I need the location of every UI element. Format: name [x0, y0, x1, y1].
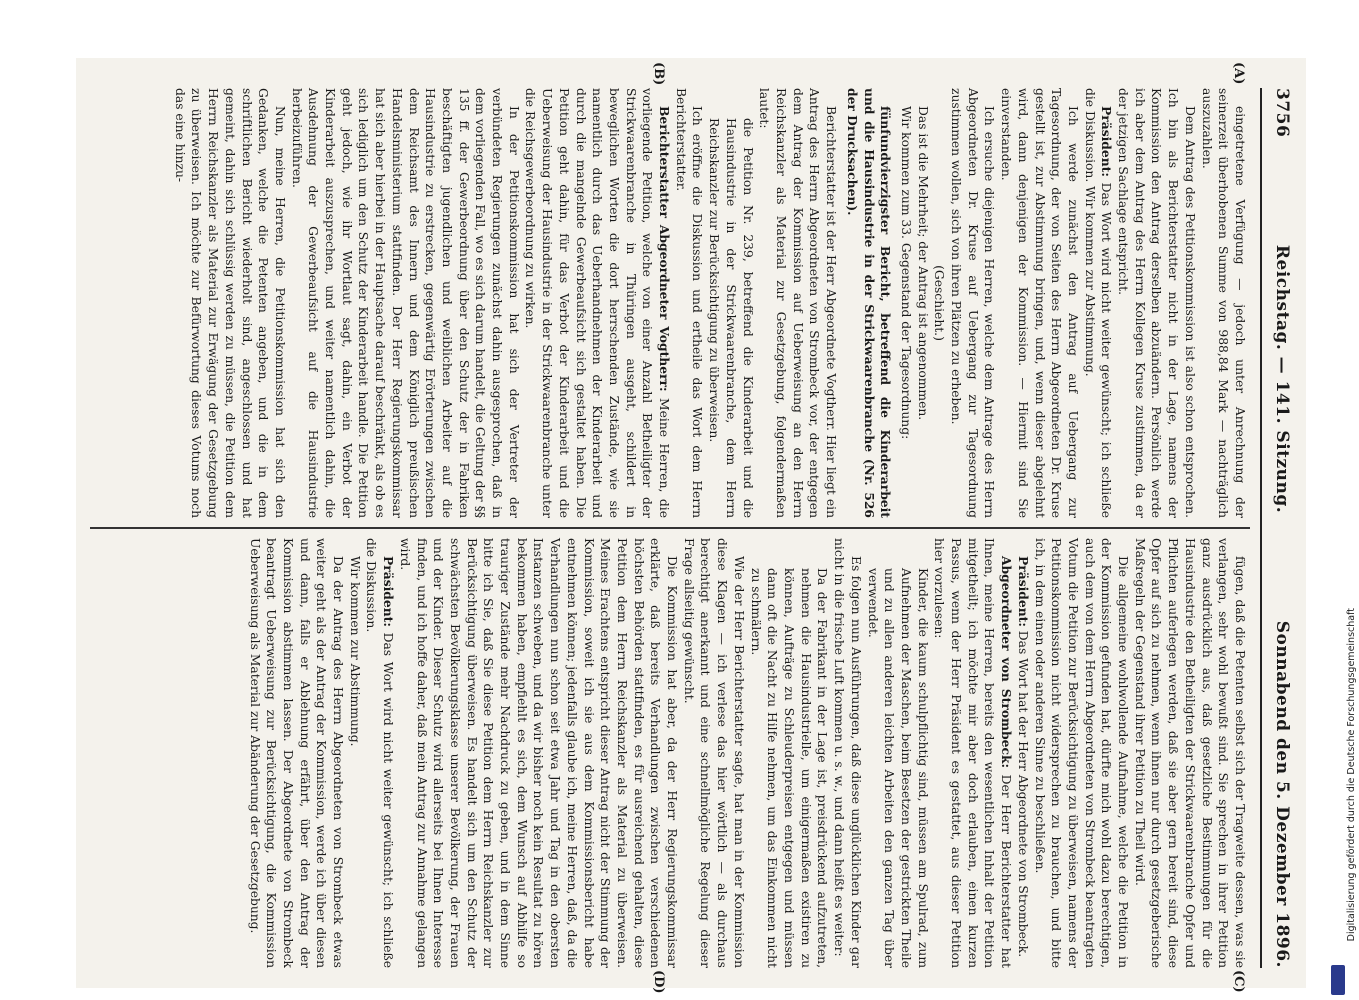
header-title: Reichstag. — 141. Sitzung. — [1272, 244, 1292, 514]
paragraph-text: Es folgen nun Ausführungen, daß diese unglücklichen Kinder gar nicht in die frische Luft kommen u. s. w., und dann heißt es weiter: — [832, 538, 863, 968]
paragraph — [246, 538, 346, 968]
speaker-name: Präsident: — [1099, 106, 1115, 177]
paragraph — [672, 88, 705, 518]
paragraph — [1114, 88, 1198, 518]
paragraph-text: Kinder, die kaum schulpflichtig sind, müssen am Spulrad, zum Aufnehmen der Maschen, beim Besetzen der gestrickten Theile und zu allen anderen leichten Arbeiten den ganzen Tag über verwendet. — [865, 568, 930, 968]
paragraph — [1031, 538, 1131, 968]
header-date: Sonnabend den 5. Dezember 1896. — [1272, 620, 1292, 968]
paragraph — [931, 538, 1015, 968]
speaker-name: Präsident: — [1015, 556, 1031, 627]
paragraph — [522, 88, 672, 518]
speaker-name: Präsident: — [381, 556, 397, 627]
paragraph — [914, 88, 931, 518]
paragraph-text: Ich werde zunächst den Antrag auf Uebergang zur Tagesordnung, der von Seiten des Herrn Abgeordneten Dr. Kruse gestellt ist, zur Abstimmung bringen, und, wenn dieser abgelehnt wird, dann denjenigen der Kommission. — Hiermit sind Sie einverstanden. — [999, 88, 1080, 518]
right-column — [88, 538, 1248, 968]
paragraph-text: Das Wort hat der Herr Abgeordnete von Strombeck. — [1015, 630, 1030, 958]
paragraph-text: Wie der Herr Berichterstatter sagte, hat man in der Kommission diese Klagen — ich verlese das hier wörtlich — als durchaus berechtigt anerkannt und eine schnellmögliche Regelung dieser Frage allseitig gewünscht. — [681, 538, 746, 968]
paragraph — [396, 538, 680, 968]
paragraph-text: Wir kommen zum 33. Gegenstand der Tagesordnung: — [898, 106, 913, 440]
page-number: 3756 — [1272, 88, 1292, 138]
paragraph — [1014, 538, 1031, 968]
paragraph-text: Ich ersuche diejenigen Herren, welche dem Antrage des Herrn Abgeordneten Dr. Kruse auf Uebergang zur Tagesordnung zustimmen wollen, sich von ihren Plätzen zu erheben. — [949, 88, 997, 518]
paragraph — [931, 88, 948, 518]
page-header — [1264, 88, 1300, 968]
paragraph — [756, 88, 840, 518]
paragraph-text: Die Kommission hat aber, da der Herr Regierungskommissar erklärte, daß bereits Verhandlungen zwischen verschiedenen höchsten Behörden stattfinden, es für ausreichend gehalten, diese Petition dem Herrn Reichskanzler als Material zu überweisen. Meines Erachtens entspricht dieser Antrag nicht der Stimmung der Kommission, soweit ich sie aus dem Kommissionsbericht habe entnehmen können; jedenfalls glaube ich, meine Herren, daß, da die Verhandlungen nun schon seit etwa Jahr und Tag in den obersten Instanzen schweben, und da wir bisher noch kein Resultat zu hören bekommen haben, empfiehlt es sich, dem Wunsch auf Abhilfe so trauriger Zustände mehr Nachdruck zu geben, und in dem Sinne bitte ich Sie, daß Sie diese Petition dem Herrn Reichskanzler zur Berücksichtigung überweisen. Es handelt sich um den Schutz der schwächsten Bevölkerungsklasse unserer Bevölkerung, der Frauen und der Kinder. Dieser Schutz wird allerseits bei Ihnen Interesse finden, und ich hoffe daher, daß mein Antrag zur Annahme gelangen wird. — [397, 538, 680, 968]
paragraph — [1198, 88, 1248, 518]
paragraph — [864, 568, 931, 968]
paragraph-text: Nun, meine Herren, die Petitionskommission hat sich den Gedanken, welche die Petenten angeben, und die in dem schriftlichen Bericht wiederholt sind, angeschlossen und hat gemeint, dahin sich schlüssig werden zu müssen, die Petition dem Herrn Reichskanzler als Material zur Erwägung der Gesetzgebung zu überweisen. Ich möchte zur Befürwortung dieses Votums noch das eine hinzu- — [172, 88, 287, 518]
left-column — [88, 88, 1248, 518]
margin-mark-b: (B) — [651, 62, 666, 86]
paragraph-text: Meine Herren, die vorliegende Petition, welche von einer Anzahl Betheiligter der Strickwaarenbranche in Thüringen ausgeht, schildert in beweglichen Worten die dort herrschenden Zustände, wie sie namentlich durch das Ueberhandnehmen der Kinderarbeit und durch die mangelnde Gewerbeaufsicht sich gestaltet haben. Die Petition geht dahin, für das Verbot der Kinderarbeit und die Ueberweisung der Hausindustrie in der Strickwaarenbranche unter die Reichsgewerbeordnung zu wirken. — [523, 88, 672, 518]
paragraph — [363, 538, 396, 968]
paragraph — [947, 88, 997, 518]
paragraph — [346, 538, 363, 968]
paragraph — [288, 88, 522, 518]
paragraph — [680, 538, 747, 968]
paragraph — [897, 88, 914, 518]
paragraph-text: eingetretene Verfügung — jedoch unter Anrechnung der seinerzeit überhobenen Summe von 988,84 Mark — nachträglich auszuzahlen. — [1199, 88, 1247, 518]
dfg-logo — [1331, 965, 1345, 995]
paragraph — [706, 118, 756, 518]
paragraph — [1081, 88, 1114, 518]
speaker-name: Abgeordneter von Strombeck: — [999, 556, 1015, 769]
paragraph-text: fügen, daß die Petenten selbst sich der Tragweite dessen, was sie verlangen, sehr wohl bewußt sind. Sie sprechen in ihrer Petition ganz ausdrücklich aus, daß gesetzliche Bestimmungen für die Hausindustrie den Betheiligten der Strickwaarenbranche Opfer und Pflichten auferlegen werden, daß sie aber gern bereit sind, diese Opfer auf sich zu nehmen, wenn ihnen nur durch gesetzgeberische Maßregeln der Gegenstand ihrer Petition zu Theil wird. — [1132, 538, 1247, 968]
paragraph-text: Wir kommen zur Abstimmung. — [347, 556, 362, 747]
digitization-note-text: Digitalisierung gefördert durch die Deutsche Forschungsgemeinschaft — [1346, 608, 1357, 942]
paragraph-text: Da der Antrag des Herrn Abgeordneten von Strombeck etwas weiter geht als der Antrag der Kommission, werde ich über diesen und dann, falls er Ablehnung erfährt, über den Antrag der Kommission abstimmen lassen. Der Abgeordnete von Strombeck beantragt Ueberweisung zur Berücksichtigung, die Kommission Ueberweisung als Material zur Abänderung der Gesetzgebung. — [247, 538, 346, 968]
paragraph — [830, 538, 863, 968]
paragraph-text: Berichterstatter ist der Herr Abgeordnete Vogtherr. Hier liegt ein Antrag des Herrn Abgeordneten von Strombeck vor, der entgegen dem Antrag der Kommission auf Ueberweisung an den Herrn Reichskanzler als Material zur Gesetzgebung, folgendermaßen lautet: — [757, 88, 839, 518]
paragraph-text: (Geschieht.) — [932, 265, 947, 341]
speaker-name: Berichterstatter Abgeordneter Vogtherr: — [657, 106, 673, 392]
paragraph-text: Das Wort wird nicht weiter gewünscht; ich schließe die Diskussion. — [364, 538, 396, 968]
paragraph — [1131, 538, 1248, 968]
column-divider — [90, 527, 1250, 529]
margin-mark-a: (A) — [1231, 62, 1246, 85]
paragraph-text: fünfundvierzigster Bericht, betreffend die Kinderarbeit und die Hausindustrie in der Strickwaarenbranche (Nr. 526 der Drucksachen). — [844, 88, 894, 518]
paragraph — [997, 88, 1081, 518]
paragraph-text: Der Herr Berichterstatter hat Ihnen, meine Herren, bereits den wesentlichen Inhalt der Petition mitgetheilt; ich möchte mir aber doch erlauben, einen kurzen Passus, wenn der Herr Präsident es gestattet, aus dieser Petition hier vorzulesen: — [932, 538, 1014, 968]
paragraph-text: die Petition Nr. 239, betreffend die Kinderarbeit und die Hausindustrie in der Strickwaarenbranche, dem Herrn Reichskanzler zur Berücksichtigung zu überweisen. — [707, 118, 755, 518]
paragraph-text: Dem Antrag des Petitionskommission ist also schon entsprochen. Ich bin als Berichterstatter nicht in der Lage, namens der Kommission den Antrag derselben abzuändern. Persönlich werde ich aber dem Antrag des Herrn Kollegen Kruse zustimmen, da er der jetzigen Sachlage entspricht. — [1116, 88, 1197, 518]
paragraph-text: Die allgemeine wohlwollende Aufnahme, welche die Petition in der Kommission gefunden hat, dürfte mich wohl dazu berechtigen, auch dem von dem Herrn Abgeordneten von Strombeck beantragten Votum die Petition zur Berücksichtigung zu überweisen, namens der Petitionskommission nicht widersprechen zu brauchen, und bitte ich, in dem einen oder anderen Sinne zu beschließen. — [1032, 538, 1131, 968]
paragraph — [843, 88, 893, 518]
paragraph — [747, 568, 831, 968]
rotated-page-frame — [76, 58, 1306, 994]
header-rule — [1260, 88, 1262, 968]
margin-mark-d: (D) — [651, 970, 666, 994]
paragraph-text: In der Petitionskommission hat sich der Vertreter der verbündeten Regierungen zunächst dahin ausgesprochen, daß in dem vorliegenden Fall, wo es sich darum handelt, die Geltung der §§ 135 ff. der Gewerbeordnung über den Schutz der in Fabriken beschäftigten jugendlichen und weiblichen Arbeiter auf die Hausindustrie zu erstrecken, gegenwärtig Erörterungen zwischen dem Reichsamt des Innern und dem Königlich preußischen Handelsministerium stattfinden. Der Herr Regierungskommissar hat sich aber hierbei in der Hauptsache darauf beschränkt, als ob es sich lediglich um den Schutz der Kinderarbeit handle. Die Petition geht jedoch, wie ihr Wortlaut sagt, dahin, ein Verbot der Kinderarbeit auszusprechen, und weiter namentlich dahin, die Ausdehnung der Gewerbeaufsicht auf die Hausindustrie herbeizuführen. — [289, 88, 521, 518]
paragraph-text: Das Wort wird nicht weiter gewünscht; ich schließe die Diskussion. Wir kommen zur Abstimmung. — [1082, 88, 1114, 518]
digitization-note — [1331, 608, 1357, 988]
paragraph-text: Da der Fabrikant in der Lage ist, preisdrückend aufzutreten, nehmen die Hausindustrielle, um einigermaßen existiren zu können, Aufträge zu Schleuderpreisen entgegen und müssen dann oft die Nacht zu Hilfe nehmen, um das Einkommen nicht zu schmälern. — [748, 568, 830, 968]
paragraph-text: Ich eröffne die Diskussion und ertheile das Wort dem Herrn Berichterstatter. — [673, 88, 705, 518]
margin-mark-c: (C) — [1231, 970, 1246, 993]
paragraph — [171, 88, 288, 518]
paragraph-text: Das ist die Mehrheit; der Antrag ist angenommen. — [915, 106, 930, 421]
